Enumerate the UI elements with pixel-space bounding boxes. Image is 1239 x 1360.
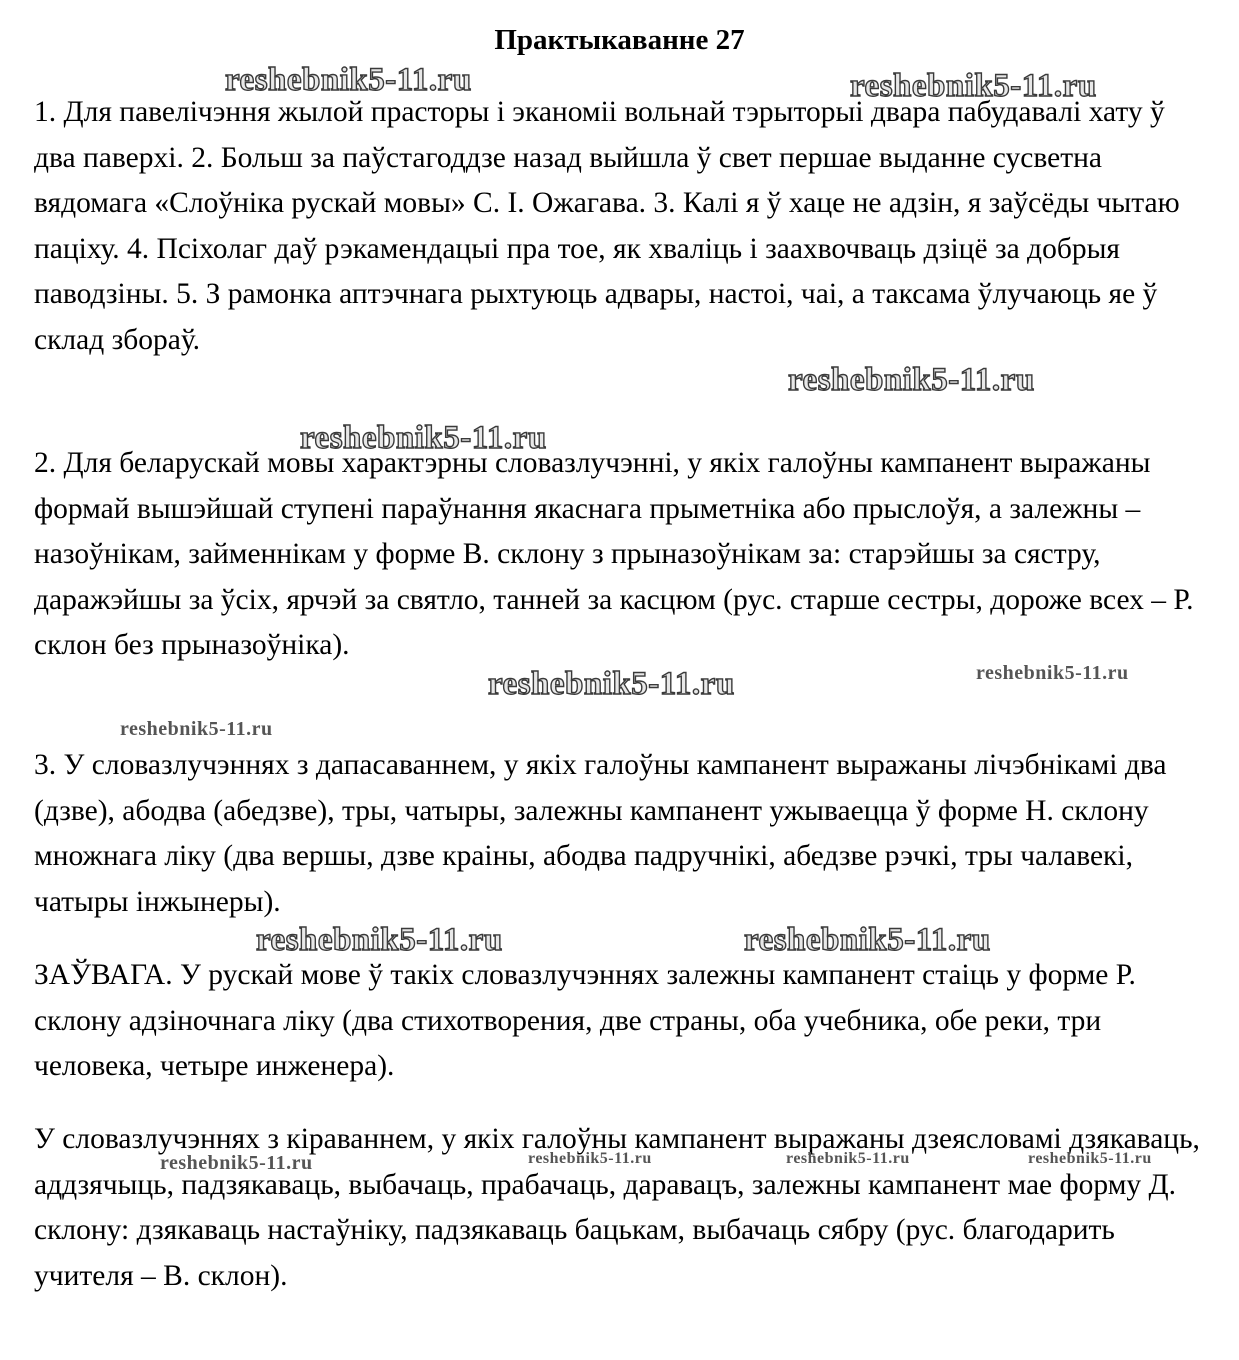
page-title: Практыкаванне 27 xyxy=(494,24,745,56)
paragraph-note: ЗАЎВАГА. У рускай мове ў такіх словазлучэннях залежны кампанент стаіць у форме Р. склону адзіночнага ліку (два стихотворения, две страны, оба учебника, обе реки, три человека, четыре инженера). xyxy=(34,959,1136,1082)
watermark: reshebnik5-11.ru xyxy=(976,662,1129,684)
watermark: reshebnik5-11.ru xyxy=(1028,1150,1152,1167)
paragraph-2: 2. Для беларускай мовы характэрны словазлучэнні, у якіх галоўны кампанент выражаны формай вышэйшай ступені параўнання якаснага прыметніка або прыслоўя, а залежны – назоўнікам, займеннікам у форме В. склону з прыназоўнікам за: старэйшы за сястру, даражэйшы за ўсіх, ярчэй за святло, танней за касцюм (рус. старше сестры, дороже всех – Р. склон без прыназоўніка). xyxy=(34,447,1194,661)
watermark: reshebnik5-11.ru xyxy=(744,922,991,958)
paragraph-1: 1. Для павелічэння жылой прасторы і эканоміі вольнай тэрыторыі двара пабудавалі хату ў два паверхі. 2. Больш за паўстагоддзе назад выйшла ў свет першае выданне сусветна вядомага «Слоўніка рускай мовы» С. І. Ожагава. 3. Калі я ў хаце не адзін, я заўсёды чытаю пацiху. 4. Псіхолаг даў рэкамендацыі пра тое, як хваліць і заахвочваць дзіцё за добрыя паводзіны. 5. З рамонка аптэчнага рыхтуюць адвары, настоі, чаі, а таксама ўлучаюць яе ў склад збораў. xyxy=(34,96,1180,356)
watermark: reshebnik5-11.ru xyxy=(225,62,472,98)
watermark: reshebnik5-11.ru xyxy=(160,1152,313,1174)
watermark: reshebnik5-11.ru xyxy=(488,666,735,702)
paragraph-3: 3. У словазлучэннях з дапасаваннем, у якіх галоўны кампанент выражаны лічэбнікамі два (дзве), абодва (абедзве), тры, чатыры, залежны кампанент ужываецца ў форме Н. склону множнага ліку (два вершы, дзве краіны, абодва падручнікі, абедзве рэчкі, тры чалавекі, чатыры інжынеры). xyxy=(34,749,1167,918)
watermark: reshebnik5-11.ru xyxy=(256,922,503,958)
watermark: reshebnik5-11.ru xyxy=(300,420,547,456)
watermark: reshebnik5-11.ru xyxy=(120,718,273,740)
paragraph-4: У словазлучэннях з кіраваннем, у якіх галоўны кампанент выражаны дзеясловамі дзякаваць, аддзячыць, падзякаваць, выбачаць, прабачаць, даравацъ, залежны кампанент мае форму Д. склону: дзякаваць настаўніку, падзякаваць бацькам, выбачаць сябру (рус. благодарить учителя – В. склон). xyxy=(34,1123,1200,1292)
watermark: reshebnik5-11.ru xyxy=(788,362,1035,398)
watermark: reshebnik5-11.ru xyxy=(528,1150,652,1167)
watermark: reshebnik5-11.ru xyxy=(850,68,1097,104)
watermark: reshebnik5-11.ru xyxy=(786,1150,910,1167)
